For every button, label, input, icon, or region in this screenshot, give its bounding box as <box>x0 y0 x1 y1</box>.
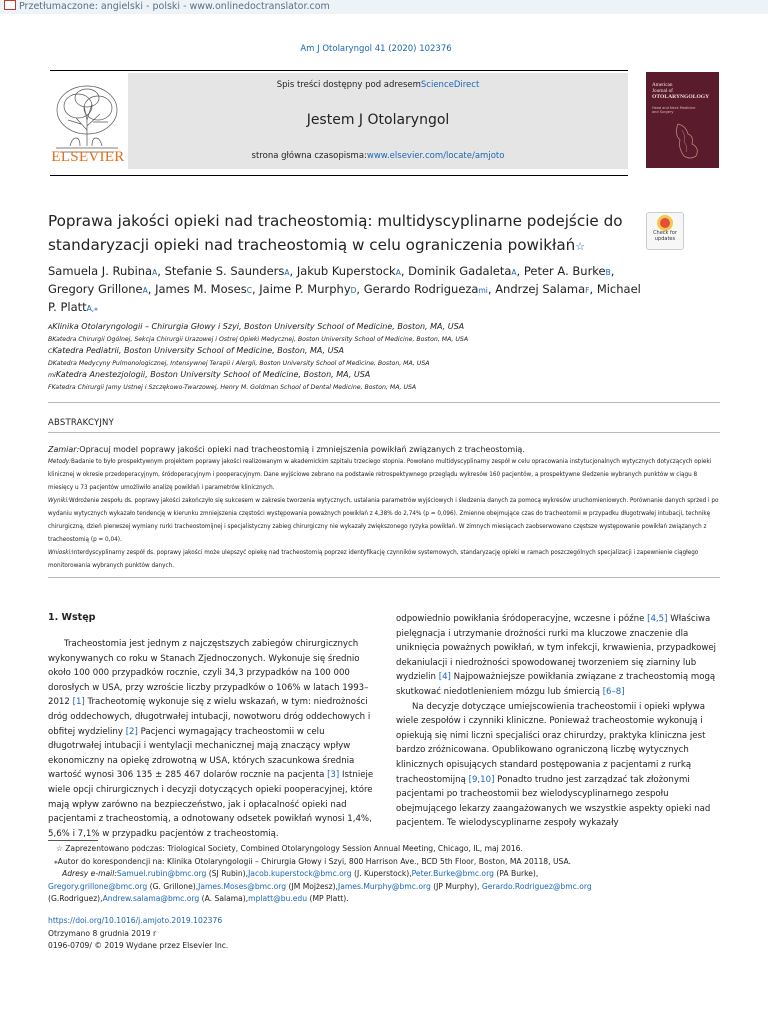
author-name: Michael P. Platt <box>48 282 641 314</box>
contents-prefix: Spis treści dostępny pod adresem <box>276 80 421 90</box>
citation-link[interactable]: [2] <box>125 726 138 737</box>
author <box>495 282 589 296</box>
author-affil-mark[interactable]: A <box>142 286 148 295</box>
abstract-purpose <box>48 443 720 456</box>
cover-illustration <box>668 120 708 162</box>
article-title-text: Poprawa jakości opieki nad tracheostomią: multidyscyplinarne podejście do standaryzacji opieki nad tracheostomią w celu ograniczenia powikłań <box>48 212 623 254</box>
email-owner: (A. Salama), <box>199 894 249 903</box>
email-link[interactable]: Jacob.kuperstock@bmc.org <box>248 869 352 878</box>
abstract-text: Badanie to było prospektywnym projektem poprawy jakości realizowanym w akademickim szpitalu trzeciego stopnia. Powołano multidyscyplinarny zespół w celu opracowania instytucjonalnych wytycznych dotyczących opieki klinicznej w okresie przedoperacyjnym, śródoperacyjnym i pooperacyjnym. Dane wyjściowe zebrano na podstawie retrospektywnego przeglądu wykresów 160 pacjentów, a prospektywne śledzenie wybranych punktów w ciągu 8 miesięcy u 73 pacjentów umożliwiło analizę powikłań i parametrów klinicznych. <box>48 459 712 491</box>
author-affil-mark[interactable]: A <box>511 268 517 277</box>
contents-available <box>128 80 628 90</box>
footnote-presented <box>48 843 648 856</box>
translate-icon <box>4 0 16 10</box>
body-text: Ponadto trudno jest zarządzać tak złożonymi pacjentami po tracheostomii bez wielodyscyplinarnego zespołu obejmującego lekarzy zaangażowanych we wszystkie aspekty opieki nad pacjentem. Te wielodyscyplinarne zespoły wykazały <box>396 774 711 829</box>
article-title <box>48 209 628 259</box>
doi-link[interactable]: https://doi.org/10.1016/j.amjoto.2019.102376 <box>48 916 223 925</box>
author-name: Gregory Grillone <box>48 282 143 296</box>
footnote-emails-2 <box>48 881 648 894</box>
author-name: Dominik Gadaleta <box>408 264 512 278</box>
author-affil-mark[interactable]: D <box>350 286 357 295</box>
affiliations <box>48 321 648 394</box>
article-meta <box>48 915 228 953</box>
copyright-line: 0196-0709/ © 2019 Wydane przez Elsevier Inc. <box>48 941 229 950</box>
abstract-heading: ABSTRAKCYJNY <box>48 418 115 428</box>
body-column-right <box>396 612 722 831</box>
abstract-label: Wnioski: <box>48 550 73 556</box>
cover-line-1: American <box>652 82 673 88</box>
author <box>165 264 290 278</box>
affiliation <box>48 321 648 334</box>
body-text: Na decyzje dotyczące umiejscowienia tracheostomii i opieki wpływa wiele zespołów i czynniki kliniczne. Ponieważ tracheostomie wykonują i opiekują się nimi liczni specjaliści oraz chirurdzy, praktyka kliniczna jest bardzo zróżnicowana. Opublikowano ograniczoną liczbę wytycznych klinicznych opisujących standard postępowania z pacjentami z rurką tracheostomijną <box>396 701 706 785</box>
footnote-corresponding <box>48 856 648 869</box>
abstract-methods <box>48 456 720 495</box>
author-affil-mark[interactable]: A <box>395 268 401 277</box>
email-owner: (G.Rodriguez), <box>48 894 103 903</box>
journal-citation[interactable]: Am J Otolaryngol 41 (2020) 102376 <box>300 44 452 54</box>
author-affil-mark[interactable]: F <box>585 286 590 295</box>
affiliation-mark: B <box>48 335 53 343</box>
email-link[interactable]: James.Moses@bmc.org <box>198 881 287 891</box>
email-link[interactable]: mplatt@bu.edu <box>248 894 308 903</box>
footnote-emails-1 <box>48 868 648 881</box>
affiliation-mark: C <box>48 348 53 356</box>
abstract-results <box>48 495 720 547</box>
abstract-text: Interdyscyplinarny zespół ds. poprawy jakości może ulepszyć opiekę nad tracheostomią poprzez identyfikację czynników systemowych, standaryzację opieki w ramach poszczególnych specjalizacji i zapewnienie ciągłego monitorowania wybranych punktów danych. <box>48 550 699 569</box>
citation-link[interactable]: [4,5] <box>647 614 668 624</box>
footnotes <box>48 843 648 906</box>
body-text: Tracheostomia jest jednym z najczęstszych zabiegów chirurgicznych wykonywanych co roku w Stanach Zjednoczonych. Wykonuje się średnio około 100 000 przypadków rocznie, czyli 34,3 przypadków na 100 000 dorosłych w USA, przy wzroście liczby przypadków o 106% w latach 1993–2012 <box>48 639 369 708</box>
author-affil-mark[interactable]: A <box>152 268 158 277</box>
check-updates-line-1: Check for <box>653 230 677 236</box>
author <box>48 282 148 296</box>
cover-title <box>652 82 714 101</box>
affiliation <box>48 382 648 394</box>
body-paragraph <box>396 700 722 831</box>
author-name: Jakub Kuperstock <box>296 264 396 278</box>
affiliation <box>48 345 648 358</box>
sciencedirect-link[interactable]: ScienceDirect <box>420 80 480 90</box>
citation-link[interactable]: [4] <box>438 672 451 683</box>
elsevier-logo-text: ELSEVIER <box>51 149 125 165</box>
footnote-rule <box>48 840 98 841</box>
author-name: James M. Moses <box>155 282 247 296</box>
abstract-body <box>48 443 720 573</box>
email-owner: (JM Mojżesz), <box>286 881 338 891</box>
abstract-label: Metody: <box>48 459 72 465</box>
header-top-rule <box>50 70 628 71</box>
email-link[interactable]: Andrew.salama@bmc.org <box>102 894 200 903</box>
author-name: Samuela J. Rubina <box>48 264 153 278</box>
journal-cover[interactable] <box>646 72 719 168</box>
body-text: Właściwa pielęgnacja i utrzymanie drożności rurki ma kluczowe znaczenie dla uniknięcia poważnych powikłań, w tym infekcji, krwawienia, przypadkowej dekaniulacji i niedrożności spowodowanej tworzeniem się ziarniny lub wydzielin <box>396 614 717 683</box>
translation-banner[interactable] <box>0 0 768 14</box>
homepage-prefix: strona główna czasopisma: <box>251 151 367 161</box>
affiliation-mark: mi <box>48 372 56 380</box>
email-link[interactable]: Peter.Burke@bmc.org <box>411 869 494 878</box>
author-name: Jaime P. Murphy <box>259 282 351 296</box>
title-footnote-mark[interactable]: ☆ <box>575 240 586 253</box>
author-affil-mark[interactable]: mi <box>478 286 488 295</box>
author-name: Andrzej Salama <box>495 282 586 296</box>
email-link[interactable]: Gregory.grillone@bmc.org <box>48 881 148 891</box>
author-list: Samuela J. RubinaA, Stefanie S. SaundersA, Jakub KuperstockA, Dominik GadaletaA, Peter A. BurkeB, Gregory GrilloneA, James M. MosesC, Jaime P. MurphyD, Gerardo Rodriguezami, Andrzej SalamaF, Michael P. PlattA,⁎ <box>48 264 641 314</box>
abstract-conclusions <box>48 547 720 573</box>
email-link[interactable]: Samuel.rubin@bmc.org <box>116 869 207 878</box>
continued-paragraph <box>396 612 722 700</box>
cover-subtitle: Head and Neck Medicine and Surgery <box>652 106 696 115</box>
author-name: Stefanie S. Saunders <box>164 264 285 278</box>
affiliation-mark: A <box>48 324 53 331</box>
author <box>408 264 516 278</box>
author <box>259 282 356 296</box>
abstract-bottom-rule <box>48 577 720 578</box>
check-updates-line-2: updates <box>654 235 676 242</box>
citation-link[interactable]: [3] <box>327 770 340 781</box>
affiliation-text: Katedra Medycyny Pulmonologicznej, Intensywnej Terapii i Alergii, Boston University School of Medicine, Boston, MA, USA <box>52 359 430 367</box>
cover-line-3: OTOLARYNGOLOGY <box>652 94 710 101</box>
abstract-top-rule <box>48 402 720 403</box>
received-date: Otrzymano 8 grudnia 2019 r <box>48 928 157 938</box>
citation-link[interactable]: [9,10] <box>468 774 495 785</box>
author <box>48 264 157 278</box>
affiliation <box>48 358 648 370</box>
affiliation <box>48 334 648 346</box>
abstract-heading-rule <box>48 432 720 433</box>
abstract-label: Zamiar: <box>48 445 80 454</box>
homepage-link[interactable]: www.elsevier.com/locate/amjoto <box>366 151 505 161</box>
author-affil-mark[interactable]: A <box>284 268 290 277</box>
abstract-label: Wyniki: <box>48 498 69 504</box>
header-bottom-rule <box>50 175 628 176</box>
author-affil-mark[interactable]: C <box>246 286 252 295</box>
footnote-emails-3 <box>48 893 648 906</box>
body-column-left <box>48 637 374 841</box>
affiliation <box>48 369 648 382</box>
body-text: Istnieje wiele opcji chirurgicznych i decyzji dotyczących opieki pooperacyjnej, które mają wpływ zarówno na bezpieczeństwo, jak i opłacalność opieki nad pacjentami z tracheostomią, a odnotowany odsetek powikłań wynosi 1,4%, 5,6% i 7,1% w przypadku pacjentów z tracheostomią. <box>48 770 374 839</box>
body-text: odpowiednio powikłania śródoperacyjne, wczesne i późne <box>396 614 648 624</box>
body-text: Tracheotomię wykonuje się z wielu wskazań, w tym: niedrożności dróg oddechowych, długotrwałej intubacji, nowotworu dróg oddechowych i obfitej wydzieliny <box>48 697 371 737</box>
body-text: Pacjenci wymagający tracheostomii w celu długotrwałej intubacji i wentylacji mechanicznej mają znaczący wpływ ekonomiczny na opiekę zdrowotną w USA, których szacunkowa średnia wartość wynosi 306 135 ± 285 467 dolarów rocznie na pacjenta <box>48 726 355 781</box>
affiliation-text: Katedra Anestezjologii, Boston University School of Medicine, Boston, MA, USA <box>55 370 371 380</box>
affiliation-text: Klinika Otolaryngologii – Chirurgia Głowy i Szyi, Boston University School of Medicine, Boston, MA, USA <box>52 322 465 331</box>
citation-link[interactable]: [6–8] <box>602 686 625 697</box>
footnote-text: Autor do korespondencji na: Klinika Otolaryngologii – Chirurgia Głowy i Szyi, 800 Harrison Ave., BCD 5th Floor, Boston, MA 20118, USA. <box>57 856 571 866</box>
email-owner: (PA Burke), <box>493 869 539 878</box>
banner-text: Przetłumaczone: angielski - polski - www.onlinedoctranslator.com <box>19 1 330 12</box>
footnote-text: Zaprezentowano podczas: Triological Society, Combined Otolaryngology Session Annual Meeting, Chicago, IL, maj 2016. <box>65 844 523 853</box>
author-affil-mark[interactable]: A,⁎ <box>86 304 98 313</box>
author-name: Gerardo Rodrigueza <box>363 282 479 296</box>
affiliation-mark: D <box>48 359 53 367</box>
intro-paragraph <box>48 637 374 841</box>
email-label: Adresy e-mail: <box>62 869 117 878</box>
journal-homepage <box>128 151 628 161</box>
author <box>155 282 252 296</box>
affiliation-text: Katedra Chirurgii Jamy Ustnej i Szczękowo-Twarzowej, Henry M. Goldman School of Dental Medicine, Boston, MA, USA <box>51 383 417 391</box>
body-text: Najpoważniejsze powikłania związane z tracheostomią mogą skutkować niedotlenieniem mózgu lub śmiercią <box>396 672 716 697</box>
affiliation-text: Katedra Pediatrii, Boston University School of Medicine, Boston, MA, USA <box>52 346 344 356</box>
email-link[interactable]: Gerardo.Rodriguez@bmc.org <box>481 881 592 891</box>
affiliation-mark: F <box>48 383 52 391</box>
check-updates-icon <box>657 215 673 231</box>
email-owner: (J. Kuperstock), <box>351 869 412 878</box>
author-name: Peter A. Burke <box>523 264 606 278</box>
abstract-text: Opracuj model poprawy jakości opieki nad tracheostomią i zmniejszenia powikłań związanych z tracheostomią. <box>79 445 525 454</box>
author-affil-mark[interactable]: B <box>605 268 611 277</box>
author <box>364 282 488 296</box>
journal-name: Jestem J Otolaryngol <box>306 112 450 128</box>
author <box>297 264 401 278</box>
affiliation-text: Katedra Chirurgii Ogólnej, Sekcja Chirurgii Urazowej i Ostrej Opieki Medycznej, Boston University School of Medicine, Boston, MA, USA <box>52 335 469 343</box>
abstract-text: Wdrożenie zespołu ds. poprawy jakości zakończyło się sukcesem w zakresie tworzenia wytycznych, ustalania parametrów wyjściowych i śledzenia danych za pomocą wykresów uruchomieniowych. Porównanie danych sprzed i po wydaniu wytycznych wykazało tendencję w kierunku zmniejszenia częstości występowania poważnych powikłań z 4,38% do 2,74% (p = 0,096). Zmienne obejmujące czas do tracheotomii w przypadku długotrwałej intubacji, technikę chirurgiczną, dzień pierwszej wymiany rurki tracheostomijnej i specjalistyczny zabieg chirurgiczny nie wykazały zwiększonego ryzyka powikłań. W zimnych miesiącach zaobserwowano częstsze występowanie powikłań związanych z tracheostomią (p = 0,04). <box>48 498 719 543</box>
email-owner: (JP Murphy), <box>430 881 480 891</box>
email-owner: (MP Platt). <box>307 894 349 903</box>
email-owner: (G. Grillone), <box>147 881 199 891</box>
citation-link[interactable]: [1] <box>72 697 85 708</box>
cover-line-2: Journal of <box>652 88 673 95</box>
footnote-mark: ⁎ <box>54 856 58 866</box>
email-link[interactable]: James.Murphy@bmc.org <box>337 881 431 891</box>
section-heading: 1. Wstęp <box>48 612 96 623</box>
email-owner: (SJ Rubin), <box>206 869 249 878</box>
footnote-mark: ☆ <box>56 844 63 853</box>
check-for-updates-badge[interactable] <box>646 212 684 250</box>
author <box>524 264 611 278</box>
